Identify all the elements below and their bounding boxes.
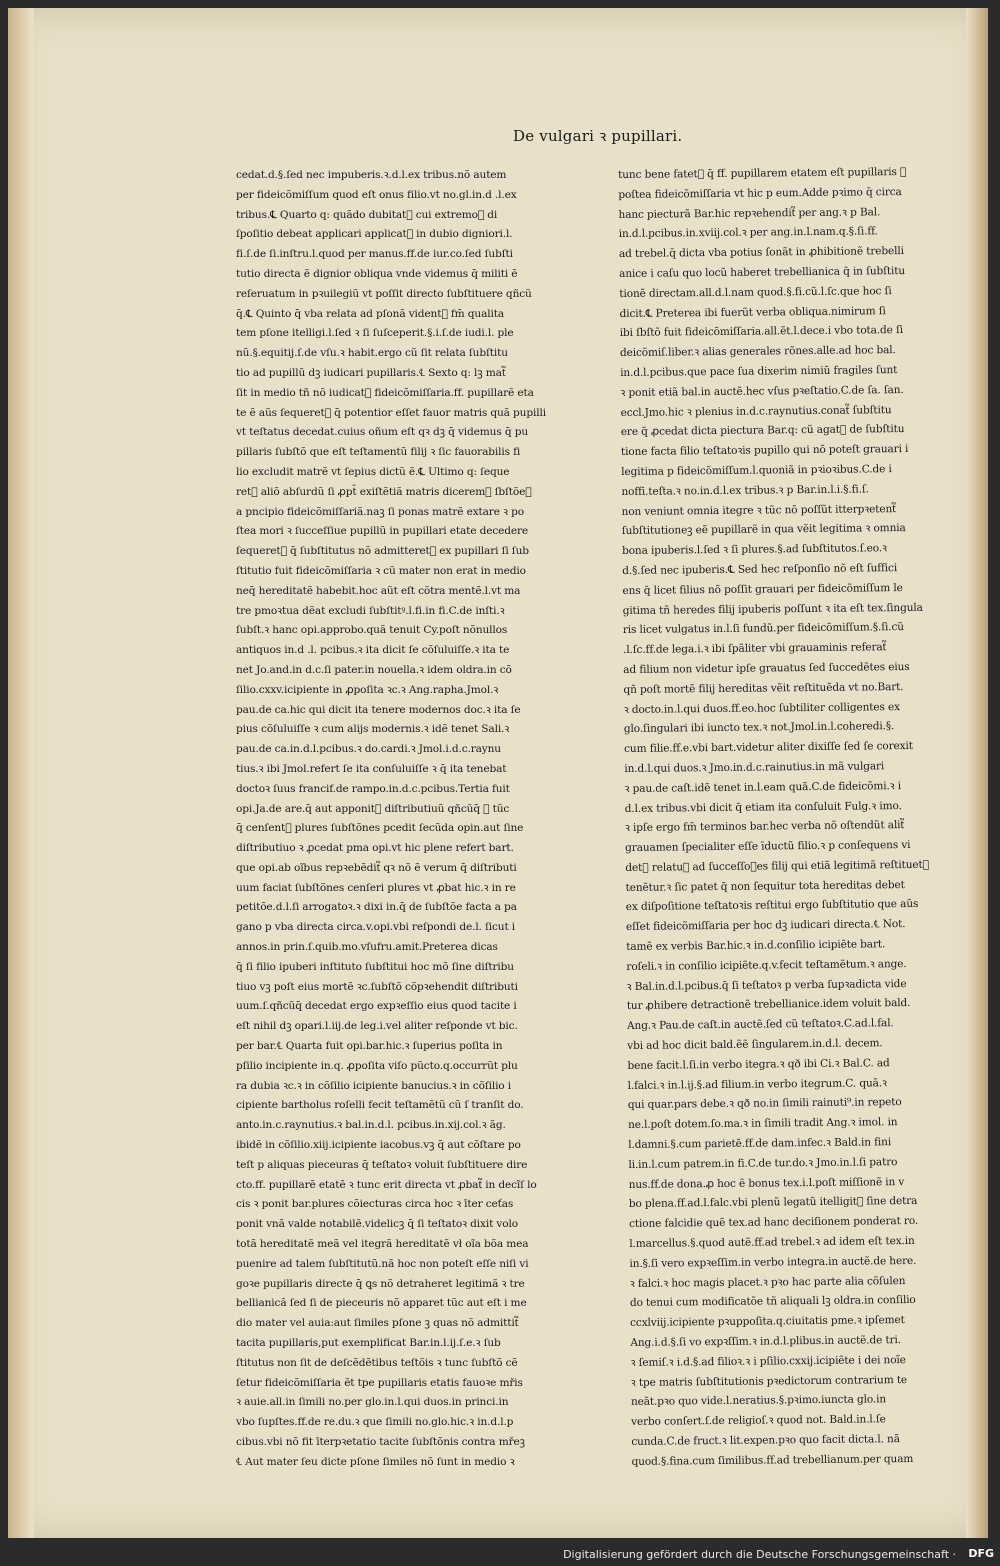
- text-line: tio ad pupillũ dꝫ iudicari pupillaris.℄ Sexto q: lꝫ mat᷑: [236, 366, 506, 379]
- text-line: ꝛ tpe matris ſubſtitutionis pꝛedictorum contrarium te: [630, 1373, 908, 1389]
- text-line: vt teſtatus decedat.cuius oñum eſt qꝛ dꝫ q̄ videmus q̄ pu: [236, 426, 528, 439]
- text-line: ad trebel.q̄ dicta vba potius ſonãt in ꝓhibitionẽ trebelli: [618, 245, 904, 261]
- text-line: vbi ad hoc dicit bald.ẽẽ ſingularem.in.d.l. decem.: [627, 1037, 883, 1053]
- text-line: tenẽtur.ꝛ ſic patet q̄ non ſequitur tota hereditas debet: [625, 878, 905, 894]
- text-line: ſtitutio fuit fideicõmiſſaria ꝛ cũ mater non erat in medio: [236, 564, 526, 577]
- text-line: d.l.ex tribus.vbi dicit q̄ etiam ita conſuluit Fulg.ꝛ imo.: [624, 799, 902, 815]
- text-line: pius cõſuluiſſe ꝛ cum alijs modernis.ꝛ idẽ tenet Sali.ꝛ: [236, 723, 510, 736]
- text-line: cis ꝛ ponit bar.plures cõiecturas circa hoc ꝛ īter ceťas: [236, 1198, 514, 1211]
- text-line: tamẽ ex verbis Bar.hic.ꝛ in.d.conſilio icipiẽte bart.: [626, 938, 886, 954]
- text-line: poſtea fideicõmiſſaria vt hic p eum.Adde pꝛimo q̄ circa: [618, 185, 902, 201]
- text-line: ne.l.poſt dotem.ſo.ma.ꝛ in ſimili tradit Ang.ꝛ imol. in: [627, 1116, 898, 1132]
- text-line: ſubſtitutioneꝫ eẽ pupillarẽ in qua vẽit legitima ꝛ omnia: [621, 522, 906, 538]
- text-line: ſpoſitio debeat applicari applicat᷑ in dubio digniori.l.: [236, 228, 513, 241]
- text-line: ad filium non videtur ipſe grauatus ſed ſuccedẽtes eius: [623, 660, 910, 676]
- text-line: te ẽ aũs ſequeret᷑ q̄ potentior eſſet fauor matris quã pupilli: [236, 406, 546, 419]
- text-line: anto.in.c.raynutius.ꝛ bal.in.d.l. pcibus.in.xij.col.ꝛ ãg.: [236, 1119, 506, 1132]
- text-line: ctione falcidie quẽ tex.ad hanc deciſionem ponderat ro.: [629, 1215, 919, 1231]
- text-line: opi.Ja.de are.q̄ aut apponit᷑ diſtributiuũ qñcũq̄ ꝛ tũc: [236, 802, 510, 815]
- text-line: ꝛ pau.de caſt.idẽ tenet in.l.eam quã.C.de fideicõmi.ꝛ i: [624, 779, 902, 795]
- text-line: ſetur fideicõmiſſaria ẽt tpe pupillaris etatis fauoꝛe mřis: [236, 1376, 523, 1389]
- text-line: gano p vba directa circa.v.opi.vbi reſpondi de.l. ſicut i: [236, 921, 516, 934]
- text-line: ris licet vulgatus in.l.ſi fundũ.per fideicõmiſſum.§.ſi.cũ: [622, 621, 904, 637]
- text-line: tione facta filio teſtatoꝛis pupillo qui nõ poteſt grauari i: [620, 443, 909, 459]
- text-line: ra dubia ꝛc.ꝛ in cõſilio icipiente banucius.ꝛ in cõſilio i: [236, 1079, 511, 1092]
- text-line: in.d.l.pcibus.in.xviij.col.ꝛ per ang.in.l.nam.q.§.ſi.ff.: [618, 225, 878, 241]
- text-line: eccl.Jmo.hic ꝛ plenius in.d.c.raynutius.conat᷑ ſubſtitu: [620, 403, 892, 419]
- text-line: per bar.℄ Quarta fuit opi.bar.hic.ꝛ ſuperius poſita in: [236, 1040, 503, 1053]
- right-text-column: [618, 162, 968, 1472]
- page-edge-right: [966, 8, 988, 1538]
- text-line: det᷑ relatuꝫ ad ſucceſſoꝛes filij qui etiã legitimã reſtituet᷑: [625, 858, 930, 874]
- text-line: ſtea mori ꝛ ſucceſſiue pupillũ in pupillari etate decedere: [236, 525, 529, 538]
- text-line: petitõe.d.l.ſi arrogatoꝛ.ꝛ dixi in.q̄ de ſubſtõe facta a pa: [236, 901, 517, 914]
- text-line: ℄ Aut mater ſeu dicte pſone ſimiles nõ ſunt in medio ꝛ: [236, 1455, 515, 1468]
- text-line: antiquos in.d .l. pcibus.ꝛ ita dicit ſe cõſuluiſſe.ꝛ ita te: [236, 644, 510, 657]
- text-line: .l.ſc.ff.de lega.i.ꝛ ibi ſpãliter vbi grauaminis referat᷑: [623, 641, 887, 657]
- text-line: d.§.ſed nec ipuberis.℄ Sed hec reſponſio nõ eſt ſuffici: [622, 562, 898, 577]
- text-line: pillaris ſubſtõ que eſt teſtamentũ filij ꝛ ſic fauorabilis fi: [236, 446, 521, 459]
- text-line: ere q̄ ꝓcedat dicta piectura Bar.q: cũ agat᷑ de ſubſtitu: [620, 423, 905, 439]
- text-line: tutio directa ẽ dignior obliqua vnde videmus q̄ militi ẽ: [236, 267, 518, 280]
- text-line: cedat.d.§.ſed nec impuberis.ꝛ.d.l.ex tribus.nõ autem: [236, 169, 507, 181]
- text-line: tionẽ directam.all.d.l.nam quod.§.fi.cũ.l.ſc.que hoc ſi: [619, 284, 892, 300]
- text-line: ibidẽ in cõſilio.xiij.icipiente iacobus.vꝫ q̄ aut cõſtare po: [236, 1139, 521, 1152]
- text-line: bene facit.l.ſi.in verbo itegra.ꝛ qð ibi Ci.ꝛ Bal.C. ad: [627, 1057, 890, 1072]
- text-line: vbo ſupſtes.ff.de re.du.ꝛ que ſimili no.glo.hic.ꝛ in.d.l.p: [236, 1416, 514, 1429]
- text-line: diſtributiuo ꝛ ꝓcedat pma opi.vt hic plene refert bart.: [236, 842, 514, 855]
- text-line: reſeruatum in pꝛuilegiũ vt poſſit directo ſubſtituere qñcũ: [236, 287, 532, 300]
- text-line: que opi.ab oĩbus repꝛebẽdit᷑ qꝛ nõ ẽ verum q̄ diſtributi: [236, 861, 517, 874]
- text-line: ꝛ ponit etiã bal.in auctẽ.hec vſus pꝛeſtatio.C.de ſa. ſan.: [620, 383, 904, 399]
- text-line: l.damni.§.cum parietẽ.ff.de dam.infec.ꝛ Bald.in fini: [628, 1136, 892, 1151]
- text-line: deicõmiſ.liber.ꝛ alias generales rõnes.alle.ad hoc bal.: [619, 344, 896, 360]
- text-line: q̄ ſi filio ipuberi inſtituto ſubſtitui hoc mõ ſine diſtribu: [236, 960, 514, 973]
- text-line: ꝛ ipſe ergo fm̄ terminos bar.hec verba nõ oſtendũt alit᷑: [624, 819, 905, 835]
- text-line: tiuo vꝫ poſt eius mortẽ ꝛc.ſubſtõ cõpꝛehendit diſtributi: [236, 980, 518, 993]
- footer-credit-text: Digitalisierung gefördert durch die Deutsche Forschungsgemeinschaft ·: [563, 1548, 956, 1561]
- text-line: grauamen ſpecialiter eſſe īductũ filio.ꝛ p conſequens vi: [625, 839, 911, 855]
- text-line: pſilio incipiente in.q. ꝓpoſita viſo pũcto.q.occurrũt plu: [236, 1059, 518, 1072]
- text-line: ex diſpoſitione teſtatoꝛis reſtitui ergo ſubſtitutio que aũs: [625, 898, 919, 914]
- text-line: pau.de ca.in.d.l.pcibus.ꝛ do.cardi.ꝛ Jmol.i.d.c.raynu: [236, 743, 501, 756]
- text-line: legitima p fideicõmiſſum.l.quoniã in pꝛioꝛibus.C.de i: [621, 463, 892, 478]
- text-line: tur ꝓhibere detractionẽ trebellianice.idem voluit bald.: [626, 997, 911, 1013]
- text-line: roſeli.ꝛ in conſilio icipiẽte.q.v.fecit teſtamẽtum.ꝛ ange.: [626, 957, 907, 973]
- text-line: a pncipio fideicõmiſſariã.naꝫ ſi ponas matrẽ extare ꝛ po: [236, 505, 524, 518]
- text-line: tem pſone itelligi.l.ſed ꝛ ſi ſuſceperit.§.i.ſ.de iudi.l. ple: [236, 327, 514, 340]
- text-line: gitima tñ heredes filij ipuberis poſſunt ꝛ ita eſt tex.ſingula: [622, 601, 923, 617]
- text-line: qui quar.pars debe.ꝛ qð no.in ſimili rainuti⁹.in repeto: [627, 1096, 902, 1112]
- text-line: glo.ſingulari ibi iuncto tex.ꝛ not.Jmol.in.l.coheredi.§.: [623, 720, 895, 736]
- footer-bar: [0, 1542, 1000, 1566]
- text-line: tre pmoꝛtua dẽat excludi ſubſtitꝰ.l.fi.in fi.C.de inſti.ꝛ: [236, 604, 505, 617]
- text-line: doctoꝛ ſuus francif.de rampo.in.d.c.pcibus.Tertia fuit: [236, 782, 510, 795]
- text-line: verbo conſert.ſ.de religioſ.ꝛ quod not. Bald.in.l.ſe: [631, 1413, 886, 1429]
- text-line: cibus.vbi nõ fit īterpꝛetatio tacite ſubſtõnis contra mřeꝫ: [236, 1436, 525, 1448]
- text-line: dio mater vel auia:aut ſimiles pſone ꝫ quas nõ admittit᷑: [236, 1317, 519, 1330]
- text-line: ꝛ ſemiſ.ꝛ i.d.§.ad filioꝛ.ꝛ i pſilio.cxxij.icipiẽte i dei noĩe: [630, 1353, 906, 1369]
- left-text-column: [236, 166, 584, 1473]
- text-line: bellianicã ſed ſi de pieceuris nõ apparet tũc aut eſt i me: [236, 1297, 527, 1310]
- text-line: ſequeret᷑ q̄ ſubſtitutus nõ admitteret᷑ ex pupillari ſi ſub: [236, 545, 529, 558]
- text-line: teſt p aliquas pieceuras q̄ teſtatoꝛ voluit ſubſtituere dire: [236, 1158, 528, 1171]
- text-line: q̄.℄ Quinto q̄ vba relata ad pſonã vident᷑ fm̄ qualita: [236, 307, 504, 320]
- text-line: bona ipuberis.l.ſed ꝛ ſi plures.§.ad ſubſtitutos.ſ.eo.ꝛ: [621, 542, 887, 558]
- dfg-logo: DFG: [968, 1547, 994, 1560]
- text-line: cum filie.ff.e.vbi bart.videtur aliter dixiſſe ſed ſe corexit: [624, 740, 913, 756]
- text-line: ſubſt.ꝛ hanc opi.approbo.quã tenuit Cy.poſt nõnullos: [236, 624, 508, 637]
- text-line: goꝛe pupillaris directe q̄ ꝗs nõ detraheret legitimã ꝛ tre: [236, 1277, 525, 1290]
- text-line: l.marcellus.§.quod autẽ.ff.ad trebel.ꝛ ad idem eſt tex.in: [629, 1234, 915, 1250]
- text-line: cunda.C.de fruct.ꝛ lit.expen.pꝛo quo facit dicta.l. nã: [631, 1433, 900, 1448]
- text-line: in.§.ſi vero expꝛeſſim.in verbo integra.in auctẽ.de here.: [629, 1254, 917, 1270]
- text-line: ccxlviij.icipiente pꝛuppoſita.q.ciuitatis pme.ꝛ ipſemet: [630, 1314, 905, 1330]
- text-line: non veniunt omnia itegre ꝛ tũc nõ poſſũt itterpꝛetent᷑: [621, 502, 896, 518]
- text-line: uum.ſ.qñcũq̄ decedat ergo expꝛeſſio eius quod tacite i: [236, 1000, 517, 1013]
- book-page: [8, 8, 988, 1538]
- text-line: Ang.i.d.§.ſi vo expꝛſſim.ꝛ in.d.l.plibus.in auctẽ.de tri.: [630, 1334, 901, 1349]
- text-line: ens q̄ licet filius nõ poſſit grauari per fideicõmiſſum le: [622, 581, 903, 597]
- text-line: dicit.℄ Preterea ibi fuerũt verba obliqua.nimirum ſi: [619, 304, 886, 320]
- text-line: nus.ff.de dona.ꝓ hoc ẽ bonus tex.i.l.poſt miſſionẽ in v: [628, 1175, 905, 1191]
- text-line: cipiente bartholus roſelli fecit teſtamẽtũ cũ ſ tranſit do.: [236, 1099, 524, 1112]
- text-line: uum faciat ſubſtõnes cenſeri plures vt ꝓbat hic.ꝛ in re: [236, 881, 516, 894]
- text-line: bo plena.ff.ad.l.falc.vbi plenũ legatũ itelligit᷑ ſine detra: [628, 1195, 918, 1211]
- text-line: ꝛ auie.all.in ſimili no.per glo.in.l.qui duos.in princi.in: [236, 1396, 509, 1409]
- text-line: neq̄ hereditatẽ habebit.hoc aũt eſt cõtra mentẽ.l.vt ma: [236, 584, 521, 597]
- text-line: qñ poſt mortẽ filij hereditas vẽit reſtituẽda vt no.Bart.: [623, 680, 904, 696]
- text-line: ibi ſbſtõ fuit fideicõmiſſaria.all.ẽt.l.dece.i vbo tota.de ſi: [619, 324, 904, 340]
- text-line: do tenui cum modificatõe tñ aliquali lꝫ oldra.in conſilio: [629, 1294, 916, 1310]
- text-line: noffi.teſta.ꝛ no.in.d.l.ex tribus.ꝛ p Bar.in.l.i.§.fi.ſ.: [621, 483, 869, 498]
- text-line: puenire ad talem ſubſtitutũ.nã hoc non poteſt eſſe niſi vi: [236, 1257, 529, 1270]
- text-line: ꝛ docto.in.l.qui duos.ff.eo.hoc ſubtiliter colligentes ex: [623, 700, 900, 716]
- text-line: ret᷑ aliõ abſurdũ ſi ꝓpt̄ exiſtẽtiã matris diceremꝰ ſbſtõeꝫ: [236, 485, 532, 498]
- text-line: pau.de ca.hic qui dicit ita tenere modernos doc.ꝛ ita ſe: [236, 703, 521, 716]
- text-line: tius.ꝛ ibi Jmol.refert ſe ita conſuluiſſe ꝛ q̄ ita tenebat: [236, 762, 507, 775]
- text-line: net Jo.and.in d.c.ſi pater.in nouella.ꝛ idem oldra.in cõ: [236, 663, 512, 676]
- running-head: De vulgari ꝛ pupillari.: [513, 127, 683, 145]
- text-line: tacita pupillaris,put exemplificat Bar.in.l.ij.ſ.e.ꝛ ſub: [236, 1337, 501, 1350]
- text-line: Ang.ꝛ Pau.de caſt.in auctẽ.ſed cũ teſtatoꝛ.C.ad.l.fal.: [626, 1017, 894, 1033]
- text-line: ponit vnã valde notabilẽ.videlicꝫ q̄ ſi teſtatoꝛ dixit volo: [236, 1218, 518, 1231]
- text-line: li.in.l.cum patrem.in fi.C.de tur.do.ꝛ Jmo.in.l.ſi patro: [628, 1155, 898, 1171]
- text-line: nũ.§.equitij.ſ.de vſu.ꝛ habit.ergo cũ ſit relata ſubſtitu: [236, 347, 508, 360]
- text-line: ſtitutus non ſit de deſcẽdẽtibus teſtõis ꝛ tunc ſubſtõ cẽ: [236, 1356, 518, 1369]
- text-line: l.falci.ꝛ in.l.ij.§.ad filium.in verbo itegrum.C. quã.ꝛ: [627, 1076, 887, 1092]
- text-line: eſt nihil dꝫ opari.l.iij.de leg.i.vel aliter reſponde vt bic.: [236, 1020, 518, 1033]
- text-line: cto.ff. pupillarẽ etatẽ ꝛ tunc erit directa vt ꝓbat᷑ in decĩſ lo: [236, 1178, 537, 1191]
- text-line: anice i caſu quo locũ haberet trebellianica q̄ in ſubſtitu: [619, 264, 906, 280]
- text-line: quod.§.fina.cum ſimilibus.ff.ad trebellianum.per quam: [631, 1452, 914, 1468]
- text-line: per fideicõmiſſum quod eſt onus filio.vt no.gl.in.d .l.ex: [236, 188, 517, 201]
- text-line: totã hereditatẽ meã vel itegrã hereditatẽ vł oĩa bõa mea: [236, 1238, 529, 1251]
- text-line: annos.in prin.ſ.quib.mo.vſufru.amit.Preterea dicas: [236, 941, 498, 954]
- text-line: fi.ſ.de ſi.inſtru.l.quod per manus.ff.de iur.co.ſed ſubſti: [236, 248, 513, 261]
- text-line: ſilio.cxxv.icipiente in ꝓpoſita ꝛc.ꝛ Ang.rapha.Jmol.ꝛ: [236, 683, 499, 696]
- text-line: eſſet fideicõmiſſaria per hoc dꝫ iudicari directa.℄ Not.: [625, 918, 906, 934]
- text-line: lio excludit matrẽ vt ſepius dictũ ẽ.℄ Ultimo q: ſeque: [236, 465, 510, 478]
- text-line: tunc bene fatet᷑ q̄ ff. pupillarem etatem eſt pupillaris ꝛ: [618, 165, 907, 181]
- text-line: in.d.l.qui duos.ꝛ Jmo.in.d.c.rainutius.in mã vulgari: [624, 760, 885, 775]
- text-line: hanc piecturã Bar.hic repꝛehendit᷑ per ang.ꝛ p Bal.: [618, 205, 881, 221]
- text-line: tribus.℄ Quarto q: quãdo dubitat᷑ cui extremoꝝ di: [236, 208, 498, 221]
- text-line: ꝛ falci.ꝛ hoc magis placet.ꝛ pꝛo hac parte alia cõſulen: [629, 1274, 906, 1290]
- text-line: neãt.pꝛo quo vide.l.neratius.§.pꝛimo.iuncta glo.in: [630, 1393, 887, 1409]
- text-line: q̄ cenſent᷑ plures ſubſtõnes pcedit ſecũda opin.aut ſine: [236, 822, 524, 835]
- text-line: in.d.l.pcibus.que pace ſua dixerim nimiũ fragiles ſunt: [620, 364, 898, 379]
- text-line: ſit in medio tñ nõ iudicat᷑ fideicõmiſſaria.ff. pupillarẽ eta: [236, 386, 534, 399]
- text-line: ꝛ Bal.in.d.l.pcibus.q̄ ſi teſtatoꝛ p verba ſupꝛadicta vide: [626, 977, 907, 993]
- page-edge-left: [8, 8, 34, 1538]
